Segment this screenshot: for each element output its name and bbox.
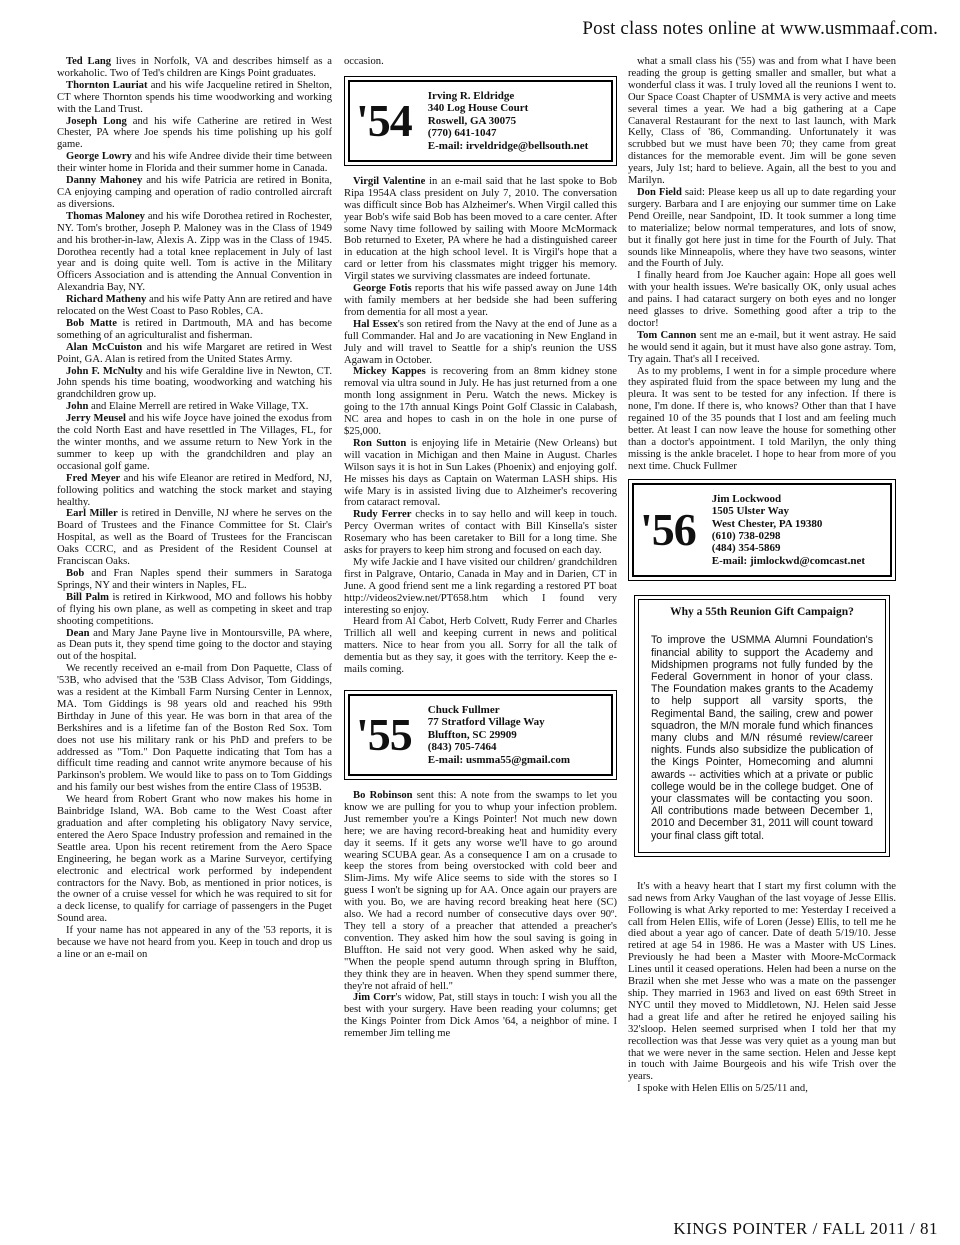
address-line: E-mail: jimlockwd@comcast.net	[711, 554, 865, 567]
class-note-paragraph	[57, 794, 332, 925]
class-55-address	[428, 704, 570, 766]
note-text: I finally heard from Joe Kaucher again: Hope all goes well with your health issues. We're basically OK, only usual aches and pains. I had cataract surgery on both eyes and no longer need glasses to drive. Something good after a trip to the doctor!	[628, 270, 896, 329]
class-56-contact-box	[628, 479, 896, 581]
class-note-paragraph	[57, 175, 332, 211]
classmate-name: Danny Mahoney	[66, 175, 143, 187]
classmate-name: John F. McNulty	[66, 365, 143, 377]
class-note-paragraph	[344, 557, 617, 617]
class-note-paragraph	[57, 413, 332, 473]
class-note-paragraph	[57, 56, 332, 80]
address-line: West Chester, PA 19380	[711, 517, 823, 530]
class-note-paragraph	[628, 330, 896, 366]
class-56-address	[712, 493, 865, 567]
note-text: is recovering from an 8mm kidney stone removal via ultra sound in July. He has just returned from a one month long assignment in Peru. Watch the news. Mickey is going to the 17th annual Kings Point Golf Classic in Calabash, NC area and hopes to cash in on the hole in one purse of $25,000.	[344, 366, 617, 437]
classmate-name: Tom Cannon	[637, 329, 697, 341]
class-note-paragraph	[57, 318, 332, 342]
classmate-name: Rudy Ferrer	[353, 509, 412, 521]
class-note-paragraph	[57, 592, 332, 628]
note-text: is enjoying life in Metairie (New Orleans) but will vacation in Michigan and then Maine in August. Charles Wilson says it is hot in Sun Lakes (Phoenix) and enjoying golf. He misses his days as Captain on Waterman LASH ships. His wife Mary is in assisted living due to Alzheimer's recovering from cataract removal.	[344, 437, 618, 509]
classmate-name: Richard Matheny	[66, 294, 147, 306]
address-line: Roswell, GA 30075	[427, 114, 517, 127]
note-text: If your name has not appeared in any of the '53 reports, it is because we have not heard from you. Keep in touch and drop us a line or an e-mail on	[57, 925, 332, 960]
class-note-paragraph	[57, 568, 332, 592]
note-text: I spoke with Helen Ellis on 5/25/11 and,	[637, 1083, 808, 1095]
classmate-name: Ron Sutton	[353, 437, 407, 449]
note-text: and his wife Joyce have joined the exodus from the cold North East and have resettled in The Villages, FL, for the winter months, and we assume return to New York in the summer to keep up with the grandchildren and play an occasional golf game.	[57, 413, 332, 472]
class-note-paragraph	[344, 176, 617, 283]
page-footer: KINGS POINTER / FALL 2011 / 81	[673, 1219, 938, 1238]
class-note-paragraph	[344, 366, 617, 437]
note-text: is retired in Denville, NJ where he serves on the Board of Trustees and the Finance Committee for St. Clair's Hospital, as well as the Board of Trustees for the Franciscan Oaks CCRC, and as President of the Resident Counsel at Franciscan Oaks.	[57, 508, 332, 568]
note-text: It's with a heavy heart that I start my first column with the sad news from Arky Vaughan of the last voyage of Jesse Ellis. Following is what Arky reported to me: Yesterday I received a call from Helen Ellis, wife of Loren (Jesse) Ellis, to tell me he died about a year ago of cancer. Date of death 5/19/10. Jesse retired at age 54 in 1986. He was a Master with US Lines. Previously he had been a Master with Moore-McCormack Lines until it ceased operations. Helen had been a nurse on the Brazil when she met Jesse who was a mate on the passenger ship. They married in 1963 and lived on east 69th Street in NYC until they moved to Middletown, NJ. Helen said Jesse had a great life and after he retired he enjoyed sailing his 32'sloop. Helen seemed surprised when I told her that my recollection was that Jesse was very quiet as a young man but that we were never in the same section. Helen and Jesse kept in touch with Jaime Bourgeois and his wife Trish over the years.	[628, 880, 896, 1083]
class-note-paragraph	[344, 319, 617, 367]
class-note-paragraph	[57, 80, 332, 116]
note-text: and his wife Andree divide their time between their winter home in Florida and their summer home in Canada.	[57, 151, 332, 175]
address-line: Chuck Fullmer	[427, 704, 500, 716]
note-text: My wife Jackie and I have visited our children/ grandchildren first in Palgrave, Ontario, Canada in May and in Darien, CT in June. A good friend sent me a link regarding a restored PT boat http://videos2view.net/PT658.htm which I found very interesting so enjoy.	[344, 556, 617, 616]
note-text: and his wife Patty Ann are retired and have relocated on the West Coast to Paso Robles, CA.	[57, 294, 332, 318]
class-note-paragraph	[628, 881, 896, 1083]
classmate-name: Dean	[66, 627, 90, 639]
classmate-name: Earl Miller	[66, 508, 118, 520]
column-1	[57, 56, 332, 961]
classmate-name: Thomas Maloney	[66, 210, 145, 222]
note-text: and his wife Catherine are retired in West Chester, PA where Joe spends his time polishing up his golf game.	[57, 115, 332, 151]
note-text: reports that his wife passed away on June 14th with family members at her bedside she had been suffering from dementia for all most a year.	[344, 283, 617, 318]
classmate-name: Bill Palm	[66, 591, 109, 603]
note-text: We heard from Robert Grant who now makes his home in Bainbridge Island, WA. Bob came to the West Coast after graduation and after completing his obligatory Navy service, entered the Aero Space Industry profession and remained in the Seattle area. Upon his recent retirement from the Aero Space Engineering, he began work as a Marine Surveyor, certifying electronic and electrical work performed by independent contractors for the Navy. Bob, as mentioned in prior notices, is the owner of a cruise vessel for which he was required to sit for a deck license, to qualify for carriage of passengers in the Puget Sound area.	[57, 794, 332, 925]
classmate-name: Fred Meyer	[66, 472, 121, 484]
class-note-paragraph	[57, 663, 332, 794]
classmate-name: Bo Robinson	[353, 790, 413, 802]
note-text: and his wife Margaret are retired in West Point, GA. Alan is retired from the United States Army.	[57, 341, 332, 365]
note-text: sent me an e-mail, but it went astray. He said he would send it again, but it must have also gone astray. Tom, Try again. That's all I received.	[628, 329, 896, 365]
note-text: and his wife Patricia are retired in Bonita, CA enjoying camping and operation of radio controlled aircraft as diversions.	[57, 175, 332, 210]
classmate-name: George Fotis	[353, 283, 412, 295]
class-note-paragraph	[344, 992, 617, 1040]
note-text: 's widow, Pat, still stays in touch: I wish you all the best with your surgery. Have been reading your columns; get the Kings Pointer from Dick Amos '64, a neighbor of mine. I remember Jim telling me	[344, 992, 617, 1040]
class-note-paragraph	[57, 628, 332, 664]
classmate-name: Don Field	[637, 186, 682, 198]
note-text: checks in to say hello and will keep in touch. Percy Overman writes of contact with Bill Kinsella's sister Rosemary who has been caretaker to Bill for a long time. She asks for prayers to keep him strong and focused on each day.	[344, 509, 617, 557]
note-text: and his wife Dorothea retired in Rochester, NY. Tom's brother, Joseph P. Maloney was in the Class of 1949 and his brother-in-law, Alexis A. Zipp was in the Class of 1945. Dorothea recently had a total knee replacement in July of last year and is doing quite well. Tom is active in the Military Officers Association and is attending the Annual Convention in Alexandria Bay, NY.	[57, 210, 332, 294]
classmate-name: Bob	[66, 567, 85, 579]
note-text: said: Please keep us all up to date regarding your surgery. Barbara and I are enjoying our summer time on Lake Pend Oreille, near Sandpoint, ID. It took summer a long time to materialize; below normal temperatures, and lots of snow, but it finally got here just in time for the Fourth of July. That sounds like Minneapolis, where they have two seasons, winter and the Fourth of July.	[628, 186, 896, 270]
classmate-name: Bob Matte	[66, 317, 117, 329]
gift-campaign-title: Why a 55th Reunion Gift Campaign?	[670, 606, 854, 619]
note-text: and his wife Jacqueline retired in Shelton, CT where Thornton spends his time woodworking and working with the Land Trust.	[57, 79, 332, 115]
column-3	[628, 56, 896, 1095]
classmate-name: Mickey Kappes	[353, 366, 426, 378]
address-line: (610) 738-0298	[711, 529, 781, 542]
address-line: Jim Lockwood	[711, 492, 782, 505]
gift-campaign-body: To improve the USMMA Alumni Foundation's financial ability to support the Academy and Midshipmen programs not fully funded by the Federal Government in honor of your class. The Foundation makes grants to the Academy to help support all varsity sports, the Regimental Band, the sailing, crew and power squadron, the M/N morale fund which finances many clubs and M/N résumé review/career nights. Funds also subsidize the publication of the Kings Pointer, Homecoming and alumni awards -- activities which at a private or public college would be in the college budget. One of your classmates will be contacting you soon. All contributions made between December 1, 2010 and December 31, 2011 will count toward your final class gift total.	[651, 634, 873, 842]
class-note-paragraph	[628, 366, 896, 473]
classmate-name: Hal Essex	[353, 318, 398, 330]
class-note-paragraph	[57, 294, 332, 318]
classmate-name: Alan McCuiston	[66, 341, 143, 353]
class-note-paragraph	[628, 270, 896, 330]
note-text: and his wife Geraldine live in Newton, CT. John spends his time boating, woodworking and watching his grandchildren grow up.	[57, 365, 332, 401]
note-text: lives in Norfolk, VA and describes himself as a workaholic. Two of Ted's children are Kings Point graduates.	[57, 56, 332, 79]
class-note-paragraph	[628, 1083, 896, 1095]
class-year-56: '56	[640, 503, 696, 555]
class-note-paragraph	[344, 509, 617, 557]
page-header: Post class notes online at www.usmmaaf.com.	[582, 18, 938, 39]
note-text: in an e-mail said that he last spoke to Bob Ripa 1954A class president on July 7, 2010. The conversation was difficult since Bob has Alzheimer's. When Virgil called this year Bob's wife said Bob has been moved to a care center. After some Navy time followed by sailing with Moore McMormack Bob returned to Exeter, PA where he had a distinguished career in education at the high school level. It is Virgil's hope that a card or letter from his classmates might trigger his memory. Virgil states we surviving classmates are indeed fortunate.	[344, 175, 618, 283]
class-note-paragraph	[628, 187, 896, 270]
classmate-name: George Lowry	[66, 151, 132, 163]
address-line: (770) 641-1047	[427, 127, 497, 140]
gift-campaign-box	[634, 595, 890, 857]
note-text: 's son retired from the Navy at the end of June as a full Commander. Hal and Jo are vacationing in New England in July and will travel to Seattle for a ship's reunion the USS Agawam in October.	[344, 318, 617, 366]
class-note-paragraph	[57, 151, 332, 175]
classmate-name: Thornton Lauriat	[66, 79, 148, 91]
class-note-paragraph	[57, 366, 332, 402]
class-note-paragraph	[344, 438, 617, 509]
class-year-54: '54	[356, 94, 412, 146]
class-note-paragraph	[57, 401, 332, 413]
note-text: Heard from Al Cabot, Herb Colvett, Rudy Ferrer and Charles Trillich all well and keeping current in news and political matters. Nice to hear from you all. Sorry for all the talk of dementia but as they say, it goes with the territory. Keep the e-mails coming.	[344, 616, 617, 676]
class-note-paragraph	[57, 211, 332, 294]
note-text: and Fran Naples spend their summers in Saratoga Springs, NY and their winters in Naples, FL.	[57, 567, 332, 591]
paragraph: occasion.	[344, 56, 384, 67]
classmate-name: Jerry Meusel	[66, 413, 126, 425]
note-text: sent this: A note from the swamps to let you know we are pulling for you to whup your infection problem. Just remember you're a Kings Pointer! Not much new down here; we are having record-breaking heat and humidity every day it seems. If it gets any worse we'll have to go around wearing SCUBA gear. As a consequence I am on a crusade to keep the stores from being overstocked with cold beer and Slim-Jims. My wife Alice seems to side with the stores so I guess I won't be signing up for AA. Once again our prayers are with you. Bo, we are having record breaking heat here (SC) also. We had a record number of consecutive days over 90º. They tell a story of a preacher that attended a preacher's convention. They asked him how the soul saving is going in Bluffton. He said not very good. When asked why he said, "When the people spend autumn through spring in Bluffton, they think they are in heaven. When they spend summer there, they're not afraid of hell."	[344, 790, 617, 992]
note-text: what a small class his ('55) was and from what I have been reading the group is getting smaller and smaller, but what a wonderful class it was. I truly loved all the reunions I went to. Our Space Coast Chapter of USMMA is very active and meets several times a year. We had a big gathering at a Cape Canaveral Restaurant for the next to last launch, with Mark Kelly, Class of '86, Commanding. Unfortunately it was scrubbed but we must have been 70; they came from great distances for the memorable event. Jim will be gone seven years, July 1st; hard to believe. Again, all the best to you and Marilyn.	[628, 56, 896, 187]
classmate-name: Ted Lang	[66, 56, 112, 67]
class-54-address	[428, 90, 589, 152]
class-note-paragraph	[344, 616, 617, 676]
class-note-paragraph	[57, 116, 332, 152]
column-2	[344, 56, 617, 1040]
class-note-paragraph	[628, 56, 896, 187]
note-text: and his wife Eleanor are retired in Medford, NJ, following politics and watching the stock market and staying healthy.	[57, 472, 332, 508]
note-text: We recently received an e-mail from Don Paquette, Class of '53B, who advised that the '53B Class Advisor, Tom Giddings, was a resident at the Kimball Farm Nursing Center in Lennox, MA. Tom Giddings is 98 years old and reached his 99th Birthday in June of this year. He was born in that area of the Berkshires and is a lifetime fan of the Boston Red Sox. Tom does not use his military rank or his PhD and prefers to be addressed as "Tom." Don Paquette indicating that Tom has a difficult time reading and cannot write anymore because of his Parkinson's problem. We would like to pass on to Tom Giddings and his family our best wishes from the entire Class of 1953B.	[57, 663, 332, 794]
class-note-paragraph	[344, 283, 617, 319]
address-line: E-mail: irveldridge@bellsouth.net	[427, 139, 589, 152]
address-line: Bluffton, SC 29909	[427, 728, 517, 741]
classmate-name: Jim Corr	[353, 992, 396, 1004]
classmate-name: Virgil Valentine	[353, 175, 426, 187]
address-line: 1505 Ulster Way	[711, 505, 789, 518]
address-line: 77 Stratford Village Way	[427, 716, 545, 729]
note-text: is retired in Kirkwood, MO and follows his hobby of flying his own plane, as well as competing in skeet and trap shooting competitions.	[57, 591, 332, 627]
class-note-paragraph	[57, 925, 332, 961]
class-note-paragraph	[57, 508, 332, 568]
class-note-paragraph	[344, 790, 617, 992]
note-text: is retired in Dartmouth, MA and has become something of an agriculturalist and fisherman.	[57, 317, 332, 341]
class-note-paragraph	[57, 473, 332, 509]
address-line: (843) 705-7464	[427, 741, 497, 754]
classmate-name: Joseph Long	[66, 115, 127, 127]
classmate-name: John	[66, 401, 89, 413]
address-line: 340 Log House Court	[427, 102, 529, 115]
address-line: Irving R. Eldridge	[427, 89, 515, 102]
note-text: and Mary Jane Payne live in Montoursville, PA where, as Dean puts it, they spend time going to the doctor and staying out of the hospital.	[57, 627, 332, 663]
address-line: E-mail: usmma55@gmail.com	[427, 753, 570, 766]
class-55-contact-box	[344, 690, 617, 780]
class-year-55: '55	[356, 709, 412, 761]
note-text: and Elaine Merrell are retired in Wake Village, TX.	[88, 401, 309, 413]
note-text: As to my problems, I went in for a simple procedure where they aspirated fluid from the space between my lung and the pleura. It was sent to be tested for any infection. If there is none, I'm done. If there is, who knows? Other than that I have regained 10 of the 35 pounds that I lost and am feeling much better. At least I can now leave the house for something other than a doctor's appointment. I told Marilyn, the only thing missing is the ankle bracelet. I hope to hear from more of you next time. Chuck Fullmer	[628, 365, 896, 472]
address-line: (484) 354-5869	[711, 542, 781, 555]
class-54-contact-box	[344, 76, 617, 166]
class-note-paragraph	[57, 342, 332, 366]
